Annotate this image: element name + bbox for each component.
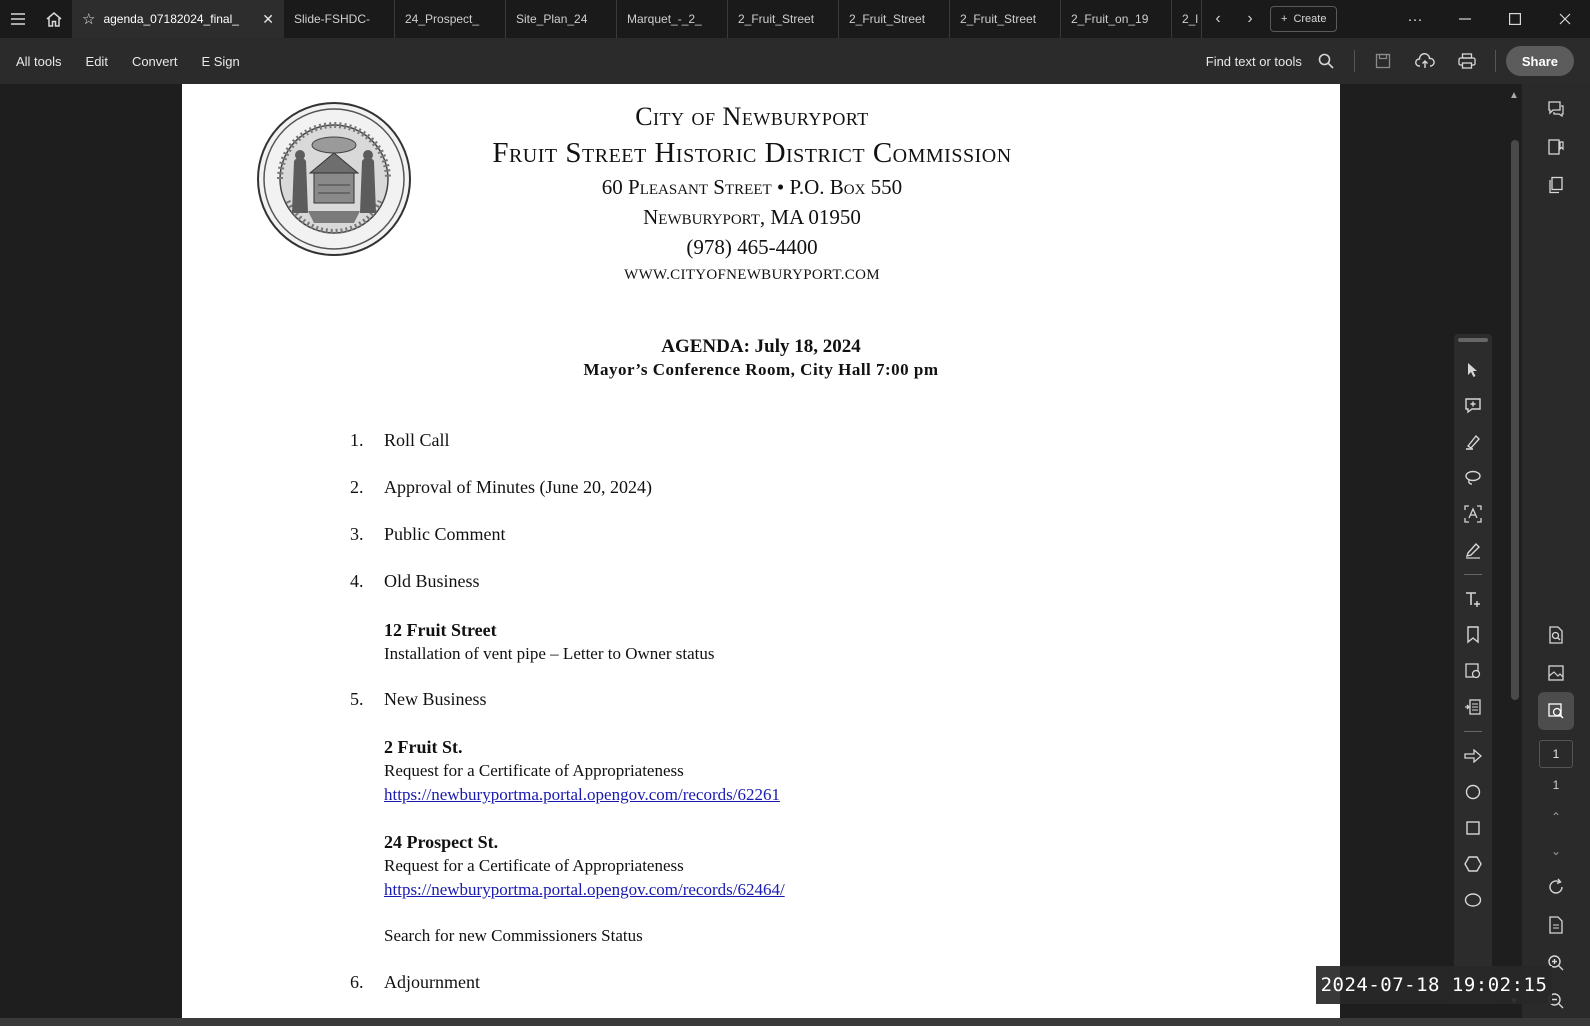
tab-document[interactable]: [839, 0, 950, 38]
pages-panel-icon[interactable]: [1538, 166, 1574, 204]
ellipse-tool-icon[interactable]: [1457, 882, 1489, 918]
menu-convert[interactable]: Convert: [131, 53, 178, 69]
phone-number: (978) 465-4400: [686, 235, 818, 259]
item-text: Adjournment: [384, 972, 480, 992]
tab-label: 2_Fruit_Street: [960, 12, 1037, 26]
new-business-entry: [384, 735, 780, 807]
tab-document[interactable]: [950, 0, 1061, 38]
item-text: Public Comment: [384, 524, 506, 544]
page-settings-icon[interactable]: [1538, 906, 1574, 944]
tab-document[interactable]: [395, 0, 506, 38]
minimize-icon[interactable]: [1440, 0, 1490, 38]
city-state-zip: Newburyport, MA 01950: [643, 205, 861, 229]
entry-title: 24 Prospect St.: [384, 832, 499, 852]
agenda-item: [350, 430, 450, 451]
chevron-up-icon[interactable]: ⌃: [1550, 810, 1562, 824]
tab-label: 2_Fruit_Street: [738, 12, 815, 26]
commission-name: Fruit Street Historic District Commission: [492, 137, 1012, 169]
toolbar-divider: [1354, 50, 1355, 72]
new-business-entry: [384, 830, 785, 902]
highlight-pen-icon[interactable]: [1457, 424, 1489, 460]
agenda-item: [350, 477, 652, 498]
tab-document[interactable]: [728, 0, 839, 38]
agenda-subtitle: Mayor’s Conference Room, City Hall 7:00 pm: [583, 360, 939, 379]
item-number: 5.: [350, 689, 364, 709]
toolbar-divider: [1495, 50, 1496, 72]
rectangle-tool-icon[interactable]: [1457, 810, 1489, 846]
close-icon[interactable]: ✕: [262, 10, 274, 27]
organize-pages-icon[interactable]: [1457, 689, 1489, 725]
letterhead: [362, 100, 1142, 288]
item-number: 1.: [350, 430, 364, 450]
stamp-icon[interactable]: [1457, 653, 1489, 689]
menu-edit[interactable]: Edit: [85, 53, 108, 69]
select-cursor-icon[interactable]: [1457, 352, 1489, 388]
page-total: 1: [1552, 778, 1560, 792]
tools-divider: [1464, 731, 1482, 732]
entry-title: 2 Fruit St.: [384, 737, 463, 757]
entry-description: Request for a Certificate of Appropriateness: [384, 761, 684, 780]
image-page-icon[interactable]: [1538, 654, 1574, 692]
scrollbar-thumb[interactable]: [1511, 140, 1519, 700]
tab-label: 2_Fruit_on_19: [1071, 12, 1149, 26]
agenda-item: [350, 972, 480, 993]
save-icon[interactable]: [1365, 45, 1401, 77]
tab-document[interactable]: [284, 0, 395, 38]
pdf-page[interactable]: [182, 84, 1340, 1026]
status-strip: [0, 1018, 1590, 1026]
item-text: Approval of Minutes (June 20, 2024): [384, 477, 652, 497]
close-window-icon[interactable]: [1540, 0, 1590, 38]
more-options-icon[interactable]: ···: [1407, 10, 1423, 28]
right-side-rail: [1522, 84, 1590, 1026]
item-text: Roll Call: [384, 430, 450, 450]
tab-document[interactable]: [506, 0, 617, 38]
chevron-right-icon[interactable]: ›: [1247, 10, 1253, 27]
recording-timestamp: 2024-07-18 19:02:15: [1316, 966, 1552, 1004]
menu-all-tools[interactable]: All tools: [16, 53, 62, 69]
chevron-down-icon[interactable]: ⌄: [1550, 844, 1562, 858]
tab-label: Site_Plan_24: [516, 12, 588, 26]
quick-tools-panel: [1454, 334, 1492, 1004]
street-address: 60 Pleasant Street • P.O. Box 550: [601, 175, 903, 199]
home-icon[interactable]: [36, 0, 72, 38]
bookmark-icon[interactable]: [1457, 617, 1489, 653]
find-tools-label[interactable]: Find text or tools: [1205, 53, 1302, 69]
zoom-page-icon[interactable]: [1538, 692, 1574, 730]
record-link[interactable]: https://newburyportma.portal.opengov.com/records/62464/: [384, 880, 785, 899]
hamburger-menu-icon[interactable]: [0, 0, 36, 38]
polygon-tool-icon[interactable]: [1457, 846, 1489, 882]
drag-handle[interactable]: [1458, 338, 1488, 342]
tab-active-document[interactable]: [72, 0, 284, 38]
star-icon[interactable]: ☆: [82, 11, 96, 28]
agenda-item: [350, 571, 480, 592]
website: WWW.CITYOFNEWBURYPORT.COM: [624, 267, 880, 283]
arrow-tool-icon[interactable]: [1457, 738, 1489, 774]
tab-document[interactable]: [1061, 0, 1172, 38]
cloud-upload-icon[interactable]: [1407, 45, 1443, 77]
old-business-entry: [384, 618, 714, 666]
window-controls: [1390, 0, 1590, 38]
agenda-item: [350, 689, 487, 710]
page-number-input[interactable]: 1: [1539, 740, 1573, 768]
entry-description: Installation of vent pipe – Letter to Owner status: [384, 644, 715, 663]
tab-label: Marquet_-_2_: [627, 12, 702, 26]
create-label: Create: [1293, 13, 1327, 25]
circle-tool-icon[interactable]: [1457, 774, 1489, 810]
tab-label: agenda_07182024_final_: [103, 12, 239, 26]
search-icon[interactable]: [1308, 45, 1344, 77]
entry-description: Request for a Certificate of Appropriateness: [384, 856, 684, 875]
entry-title: 12 Fruit Street: [384, 620, 497, 640]
item-number: 4.: [350, 571, 364, 591]
add-text-icon[interactable]: [1457, 581, 1489, 617]
search-note: Search for new Commissioners Status: [384, 926, 643, 945]
city-name: City of Newburyport: [635, 102, 869, 131]
item-text: New Business: [384, 689, 487, 709]
agenda-title: AGENDA: July 18, 2024: [661, 336, 861, 357]
main-toolbar: [0, 38, 1590, 84]
scroll-up-icon[interactable]: ▲: [1509, 90, 1519, 101]
item-number: 2.: [350, 477, 364, 497]
item-number: 6.: [350, 972, 364, 992]
comments-icon[interactable]: [1538, 90, 1574, 128]
item-text: Old Business: [384, 571, 480, 591]
tab-label: 2_Fruit_Street: [849, 12, 926, 26]
document-viewport[interactable]: [0, 84, 1522, 1026]
lasso-draw-icon[interactable]: [1457, 460, 1489, 496]
print-icon[interactable]: [1449, 45, 1485, 77]
share-button[interactable]: Share: [1506, 46, 1574, 76]
tab-document[interactable]: [1172, 0, 1202, 38]
tab-bar: [0, 0, 1590, 38]
tools-divider: [1464, 574, 1482, 575]
bookmarks-panel-icon[interactable]: [1538, 128, 1574, 166]
tab-label: 24_Prospect_: [405, 12, 480, 26]
text-recognition-icon[interactable]: [1457, 496, 1489, 532]
fill-sign-icon[interactable]: [1457, 532, 1489, 568]
item-number: 3.: [350, 524, 364, 544]
agenda-item: [350, 524, 506, 545]
vertical-scrollbar[interactable]: [1508, 84, 1522, 1026]
toolbar-right: [1206, 45, 1590, 77]
record-link[interactable]: https://newburyportma.portal.opengov.com/records/62261: [384, 785, 780, 804]
rotate-icon[interactable]: [1538, 868, 1574, 906]
maximize-icon[interactable]: [1490, 0, 1540, 38]
tab-label: 2_l: [1182, 12, 1199, 26]
document-search-icon[interactable]: [1538, 616, 1574, 654]
chevron-left-icon[interactable]: ‹: [1215, 10, 1221, 27]
add-comment-icon[interactable]: [1457, 388, 1489, 424]
plus-icon: +: [1281, 13, 1288, 25]
tab-label: Slide-FSHDC-: [294, 12, 371, 26]
menu-e-sign[interactable]: E Sign: [201, 53, 240, 69]
create-button[interactable]: [1270, 6, 1337, 32]
tab-document[interactable]: [617, 0, 728, 38]
